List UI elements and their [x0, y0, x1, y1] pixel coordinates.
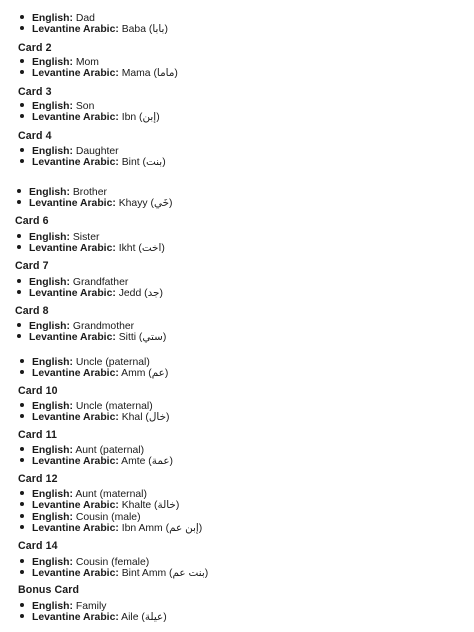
english-label: English:: [32, 357, 73, 368]
english-value: Dad: [75, 13, 95, 24]
bullet-icon: [20, 114, 24, 118]
arabic-value: Amte (عمة): [121, 456, 173, 467]
bullet-icon: [20, 525, 24, 529]
bullet-icon: [20, 359, 24, 363]
english-label: English:: [32, 101, 73, 112]
bullet-icon: [20, 159, 24, 163]
list-item-arabic: [20, 68, 178, 80]
bullet-icon: [20, 458, 24, 462]
list-item-arabic: [20, 112, 160, 124]
arabic-value: Khayy (خَي): [118, 198, 173, 209]
arabic-value: Ikht (اخت): [118, 243, 165, 254]
arabic-label: Levantine Arabic:: [29, 243, 116, 254]
english-label: English:: [32, 13, 73, 24]
bullet-icon: [20, 59, 24, 63]
arabic-value: Amm (عم): [121, 368, 169, 379]
english-label: English:: [29, 232, 70, 243]
bullet-icon: [20, 614, 24, 618]
arabic-label: Levantine Arabic:: [29, 288, 116, 299]
arabic-label: Levantine Arabic:: [32, 112, 119, 123]
bullet-icon: [20, 491, 24, 495]
list-item-arabic: [17, 198, 173, 210]
bullet-icon: [20, 414, 24, 418]
arabic-label: Levantine Arabic:: [32, 523, 119, 534]
bullet-icon: [17, 334, 21, 338]
bullet-icon: [17, 290, 21, 294]
bullet-icon: [20, 70, 24, 74]
arabic-value: Sitti (ستي): [118, 332, 167, 343]
english-value: Aunt (paternal): [75, 445, 145, 456]
english-label: English:: [32, 512, 73, 523]
list-item-arabic: [20, 568, 208, 580]
english-value: Aunt (maternal): [75, 489, 147, 500]
arabic-value: Baba (بابا): [121, 24, 168, 35]
arabic-label: Levantine Arabic:: [32, 456, 119, 467]
arabic-value: Aile (عيلة): [121, 612, 167, 623]
english-value: Grandfather: [72, 277, 129, 288]
card-heading: Card 8: [15, 305, 49, 317]
english-label: English:: [32, 401, 73, 412]
english-value: Sister: [72, 232, 100, 243]
bullet-icon: [20, 570, 24, 574]
card-heading: Card 6: [15, 215, 49, 227]
english-value: Grandmother: [72, 321, 135, 332]
card-heading: Card 10: [18, 385, 58, 397]
bullet-icon: [17, 234, 21, 238]
arabic-label: Levantine Arabic:: [32, 500, 119, 511]
bullet-icon: [20, 148, 24, 152]
list-item-arabic: [20, 500, 179, 512]
card-heading: Card 11: [18, 429, 57, 441]
arabic-label: Levantine Arabic:: [32, 68, 119, 79]
card-heading: Card 3: [18, 86, 52, 98]
arabic-label: Levantine Arabic:: [32, 157, 119, 168]
bullet-icon: [20, 502, 24, 506]
english-value: Son: [75, 101, 95, 112]
english-label: English:: [29, 321, 70, 332]
english-label: English:: [32, 489, 73, 500]
bullet-icon: [20, 26, 24, 30]
bullet-icon: [20, 514, 24, 518]
arabic-label: Levantine Arabic:: [32, 568, 119, 579]
list-item-arabic: [17, 243, 165, 255]
arabic-value: Ibn (إبن): [121, 112, 160, 123]
arabic-value: Mama (ماما): [121, 68, 178, 79]
english-label: English:: [32, 57, 73, 68]
card-heading: Card 2: [18, 42, 52, 54]
card-heading: Card 14: [18, 540, 58, 552]
english-value: Uncle (maternal): [75, 401, 153, 412]
card-heading: Card 12: [18, 473, 58, 485]
arabic-label: Levantine Arabic:: [29, 198, 116, 209]
list-item-arabic: [20, 157, 166, 169]
bullet-icon: [20, 603, 24, 607]
bullet-icon: [17, 189, 21, 193]
arabic-label: Levantine Arabic:: [32, 24, 119, 35]
bullet-icon: [17, 279, 21, 283]
list-item-arabic: [20, 412, 169, 424]
list-item-arabic: [20, 24, 168, 36]
english-label: English:: [29, 187, 70, 198]
arabic-label: Levantine Arabic:: [32, 612, 119, 623]
card-heading: Bonus Card: [18, 584, 80, 596]
bullet-icon: [20, 103, 24, 107]
card-heading: Card 7: [15, 260, 49, 272]
card-heading: Card 4: [18, 130, 52, 142]
arabic-label: Levantine Arabic:: [32, 368, 119, 379]
arabic-value: Bint (بنت): [121, 157, 166, 168]
english-label: English:: [32, 601, 73, 612]
list-item-arabic: [20, 612, 167, 624]
arabic-value: Bint Amm (بنت عم): [121, 568, 209, 579]
english-label: English:: [32, 146, 73, 157]
english-value: Brother: [72, 187, 107, 198]
bullet-icon: [20, 559, 24, 563]
english-value: Cousin (male): [75, 512, 141, 523]
english-label: English:: [32, 557, 73, 568]
list-item-arabic: [20, 456, 173, 468]
english-label: English:: [29, 277, 70, 288]
english-value: Mom: [75, 57, 99, 68]
arabic-value: Ibn Amm (إبن عم): [121, 523, 203, 534]
arabic-label: Levantine Arabic:: [29, 332, 116, 343]
english-value: Daughter: [75, 146, 119, 157]
list-item-arabic: [17, 332, 166, 344]
bullet-icon: [17, 323, 21, 327]
bullet-icon: [17, 245, 21, 249]
english-label: English:: [32, 445, 73, 456]
bullet-icon: [20, 447, 24, 451]
arabic-label: Levantine Arabic:: [32, 412, 119, 423]
list-item-arabic: [20, 523, 202, 535]
arabic-value: Jedd (جد): [118, 288, 163, 299]
bullet-icon: [20, 403, 24, 407]
english-value: Uncle (paternal): [75, 357, 150, 368]
bullet-icon: [20, 370, 24, 374]
list-item-arabic: [20, 368, 168, 380]
bullet-icon: [20, 15, 24, 19]
bullet-icon: [17, 200, 21, 204]
arabic-value: Khal (خال): [121, 412, 170, 423]
english-value: Family: [75, 601, 107, 612]
list-item-arabic: [17, 288, 163, 300]
english-value: Cousin (female): [75, 557, 150, 568]
arabic-value: Khalte (خالة): [121, 500, 180, 511]
